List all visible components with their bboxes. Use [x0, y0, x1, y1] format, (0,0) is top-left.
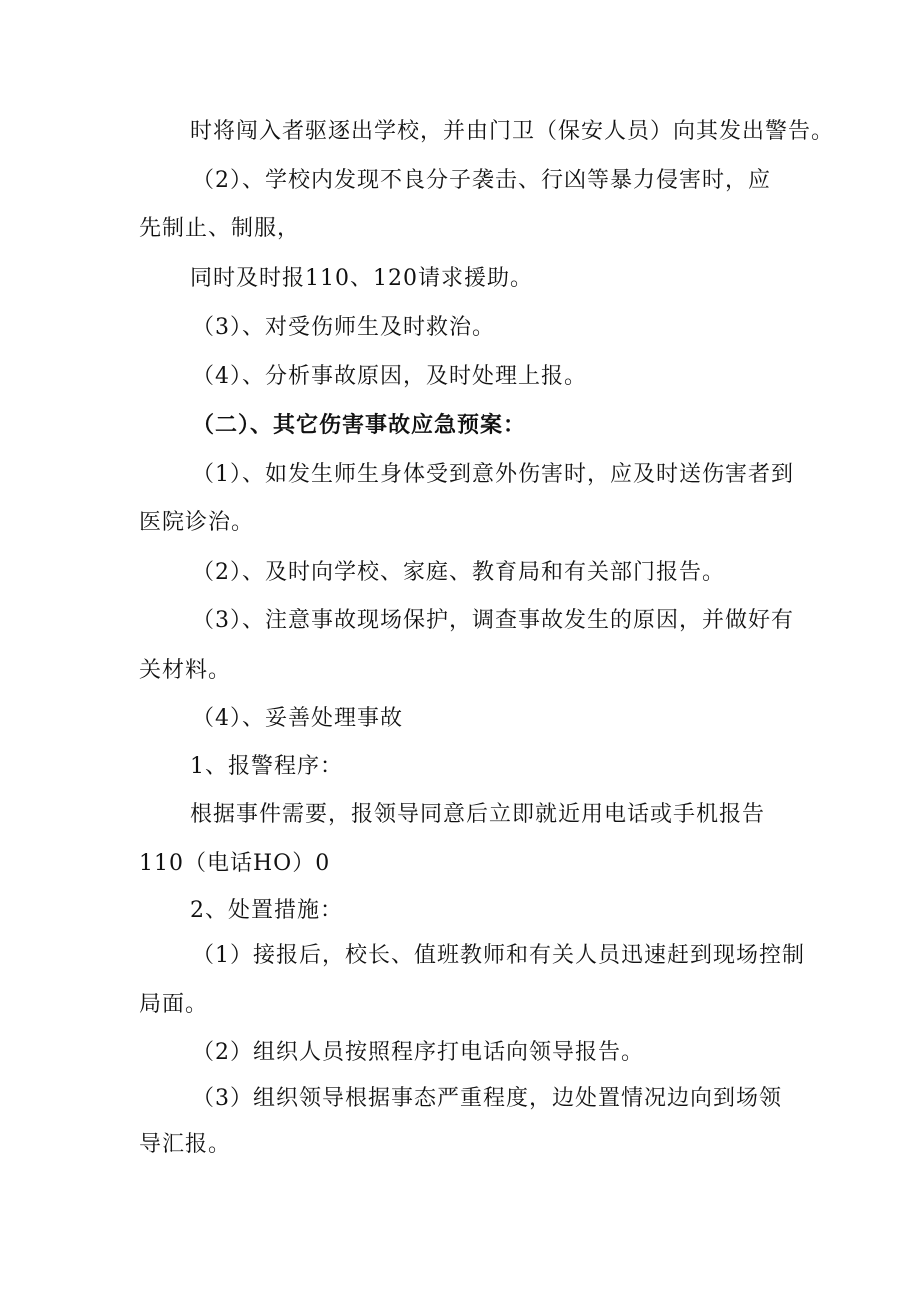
paragraph-line-15: 根据事件需要，报领导同意后立即就近用电话或手机报告 [190, 802, 766, 827]
paragraph-line-22: 导汇报。 [139, 1132, 232, 1157]
section-heading: （二）、其它伤害事故应急预案： [192, 412, 527, 438]
paragraph-line-21: （3）组织领导根据事态严重程度，边处置情况边向到场领 [192, 1086, 782, 1111]
paragraph-line-16: 110（电话HO）0 [139, 851, 331, 876]
paragraph-line-3: 先制止、制服， [139, 216, 301, 241]
paragraph-line-8: （1）、如发生师生身体受到意外伤害时，应及时送伤害者到 [192, 462, 794, 487]
paragraph-line-2: （2）、学校内发现不良分子袭击、行凶等暴力侵害时，应 [192, 168, 771, 193]
paragraph-line-14: 1、报警程序： [190, 754, 343, 779]
paragraph-line-12: 关材料。 [139, 658, 232, 683]
paragraph-line-1: 时将闯入者驱逐出学校，并由门卫（保安人员）向其发出警告。 [190, 119, 835, 144]
paragraph-line-10: （2）、及时向学校、家庭、教育局和有关部门报告。 [192, 560, 725, 585]
paragraph-line-19: 局面。 [139, 992, 209, 1017]
paragraph-line-20: （2）组织人员按照程序打电话向领导报告。 [192, 1040, 644, 1065]
paragraph-line-9: 医院诊治。 [139, 510, 255, 535]
paragraph-line-4: 同时及时报110、120请求援助。 [190, 266, 533, 291]
paragraph-line-11: （3）、注意事故现场保护，调查事故发生的原因，并做好有 [192, 608, 794, 633]
paragraph-line-13: （4）、妥善处理事故 [192, 706, 403, 731]
paragraph-line-17: 2、处置措施： [190, 898, 343, 923]
paragraph-line-6: （4）、分析事故原因，及时处理上报。 [192, 364, 587, 389]
paragraph-line-18: （1）接报后，校长、值班教师和有关人员迅速赶到现场控制 [192, 943, 805, 968]
paragraph-line-5: （3）、对受伤师生及时救治。 [192, 315, 495, 340]
